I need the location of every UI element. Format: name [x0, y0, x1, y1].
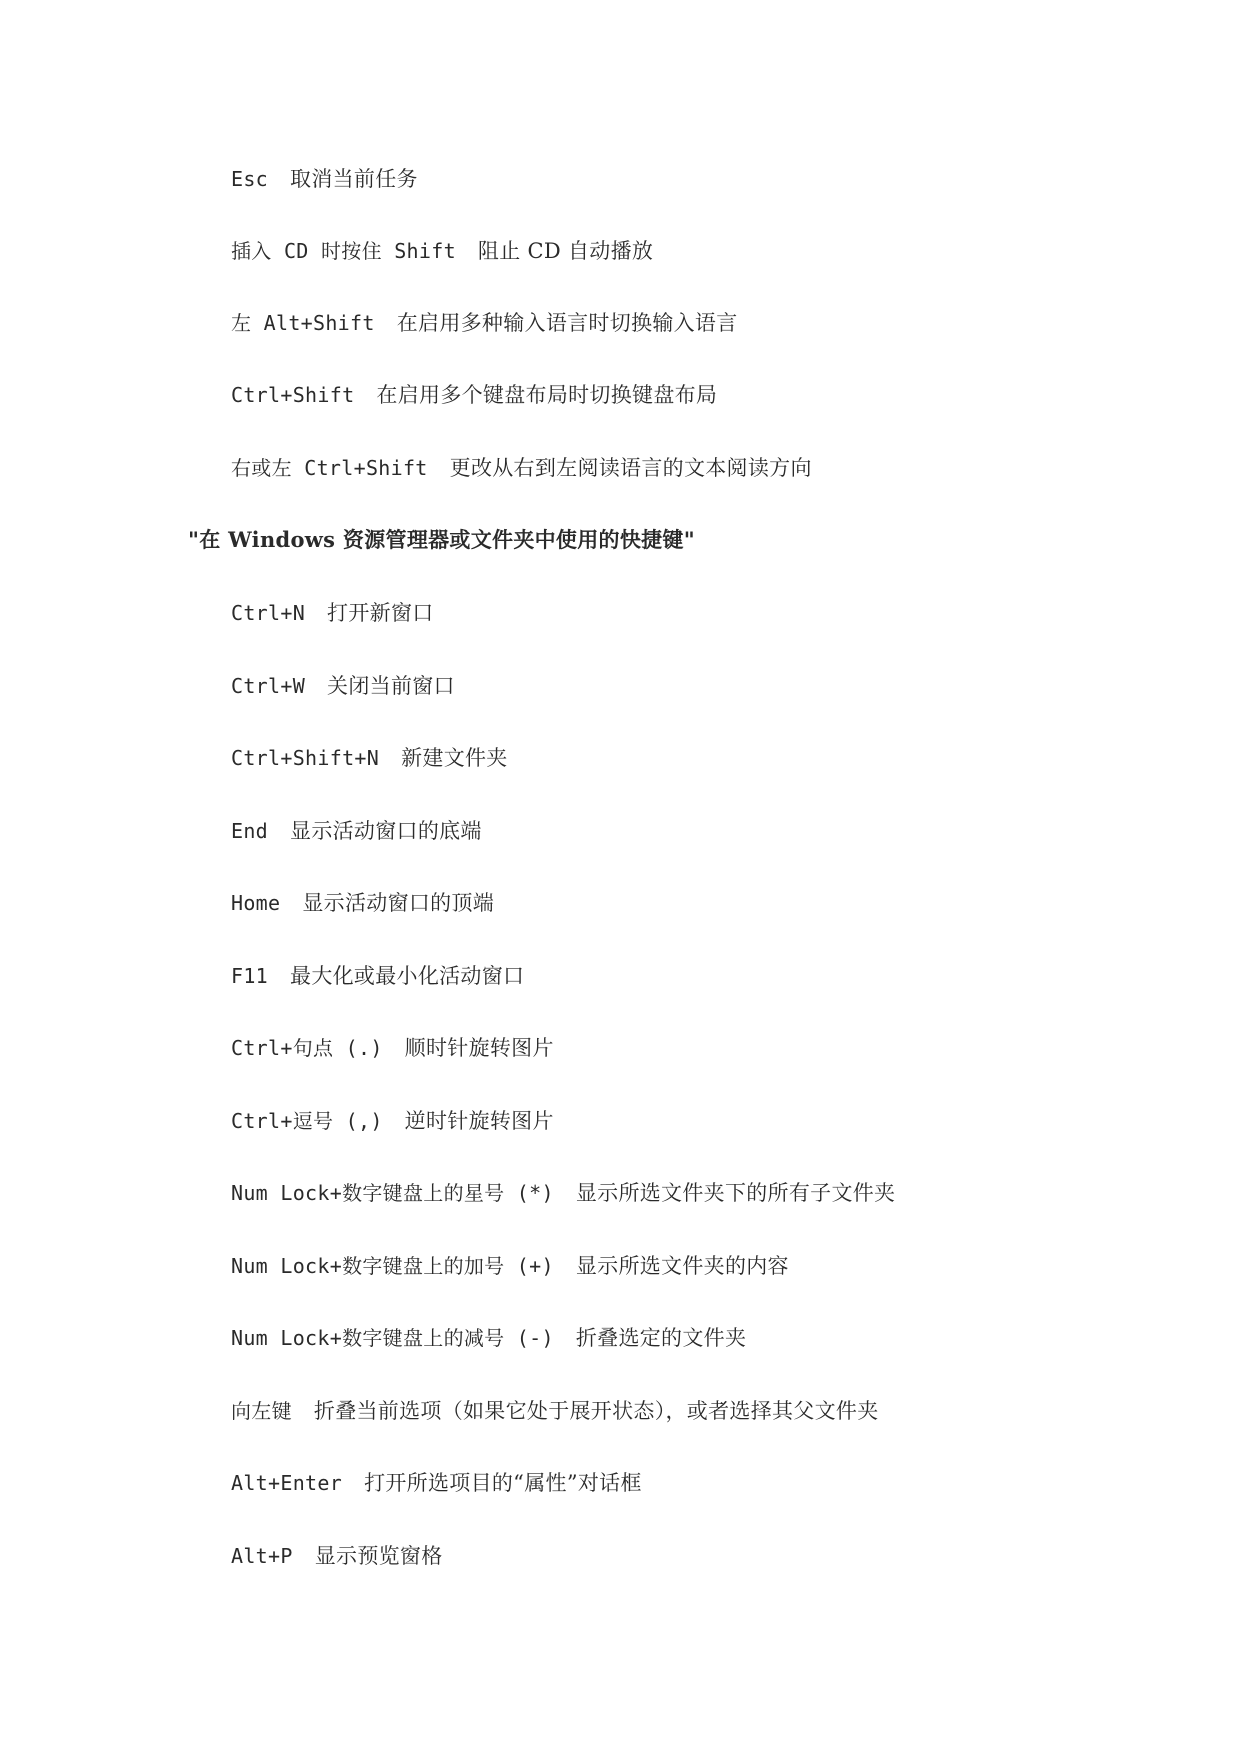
shortcut-key: Num Lock+数字键盘上的加号 (+) [231, 1254, 554, 1278]
shortcut-desc: 阻止 CD 自动播放 [477, 239, 654, 263]
shortcut-key: Esc [231, 167, 269, 191]
shortcut-key: Alt+Enter [231, 1471, 343, 1495]
shortcut-key: 插入 CD 时按住 Shift [231, 239, 456, 263]
shortcut-key: F11 [231, 964, 269, 988]
shortcut-key: Ctrl+句点 (.) [231, 1036, 383, 1060]
shortcut-desc: 顺时针旋转图片 [404, 1036, 554, 1060]
shortcut-line [231, 1323, 746, 1353]
shortcut-desc: 折叠当前选项（如果它处于展开状态），或者选择其父文件夹 [313, 1399, 879, 1423]
shortcut-desc: 在启用多个键盘布局时切换键盘布局 [376, 383, 718, 407]
shortcut-key: Home [231, 891, 281, 915]
shortcut-key: 向左键 [231, 1399, 292, 1423]
shortcut-line [231, 743, 508, 773]
shortcut-desc: 打开新窗口 [327, 601, 434, 625]
shortcut-key: Num Lock+数字键盘上的减号 (-) [231, 1326, 554, 1350]
shortcut-line [231, 671, 455, 701]
shortcut-key: 左 Alt+Shift [231, 311, 375, 335]
shortcut-desc: 新建文件夹 [401, 746, 508, 770]
shortcut-line [231, 1106, 554, 1136]
shortcut-key: Ctrl+逗号 (,) [231, 1109, 383, 1133]
shortcut-line [231, 1396, 879, 1426]
shortcut-line [231, 961, 524, 991]
shortcut-line [231, 1251, 789, 1281]
shortcut-key: Ctrl+W [231, 674, 306, 698]
shortcut-desc: 打开所选项目的“属性”对话框 [364, 1471, 642, 1495]
shortcut-key: Num Lock+数字键盘上的星号 (*) [231, 1181, 554, 1205]
shortcut-desc: 显示所选文件夹下的所有子文件夹 [575, 1181, 896, 1205]
shortcut-desc: 显示活动窗口的底端 [290, 819, 482, 843]
shortcut-line [231, 1468, 642, 1498]
shortcut-line [231, 453, 812, 483]
shortcut-desc: 显示预览窗格 [314, 1544, 443, 1568]
shortcut-line [231, 1178, 895, 1208]
shortcut-key: Ctrl+N [231, 601, 306, 625]
shortcut-line [231, 816, 482, 846]
shortcut-desc: 取消当前任务 [290, 167, 418, 191]
shortcut-desc: 更改从右到左阅读语言的文本阅读方向 [449, 456, 812, 480]
shortcut-desc: 显示所选文件夹的内容 [575, 1254, 789, 1278]
shortcut-key: 右或左 Ctrl+Shift [231, 456, 428, 480]
shortcut-desc: 显示活动窗口的顶端 [302, 891, 495, 915]
shortcut-desc: 最大化或最小化活动窗口 [290, 964, 525, 988]
shortcut-line [231, 888, 494, 918]
shortcut-desc: 折叠选定的文件夹 [575, 1326, 747, 1350]
shortcut-key: End [231, 819, 269, 843]
shortcut-key: Ctrl+Shift+N [231, 746, 380, 770]
shortcut-line [231, 308, 738, 338]
shortcut-key: Alt+P [231, 1544, 293, 1568]
shortcut-desc: 逆时针旋转图片 [404, 1109, 554, 1133]
section-heading: "在 Windows 资源管理器或文件夹中使用的快捷键" [188, 527, 695, 552]
shortcut-key: Ctrl+Shift [231, 383, 355, 407]
shortcut-line [231, 1541, 443, 1571]
shortcut-line [231, 164, 418, 194]
shortcut-line [231, 598, 434, 628]
shortcut-desc: 关闭当前窗口 [327, 674, 455, 698]
shortcut-desc: 在启用多种输入语言时切换输入语言 [396, 311, 738, 335]
shortcut-line [231, 1033, 554, 1063]
shortcut-line [231, 380, 717, 410]
shortcut-line [231, 236, 653, 266]
